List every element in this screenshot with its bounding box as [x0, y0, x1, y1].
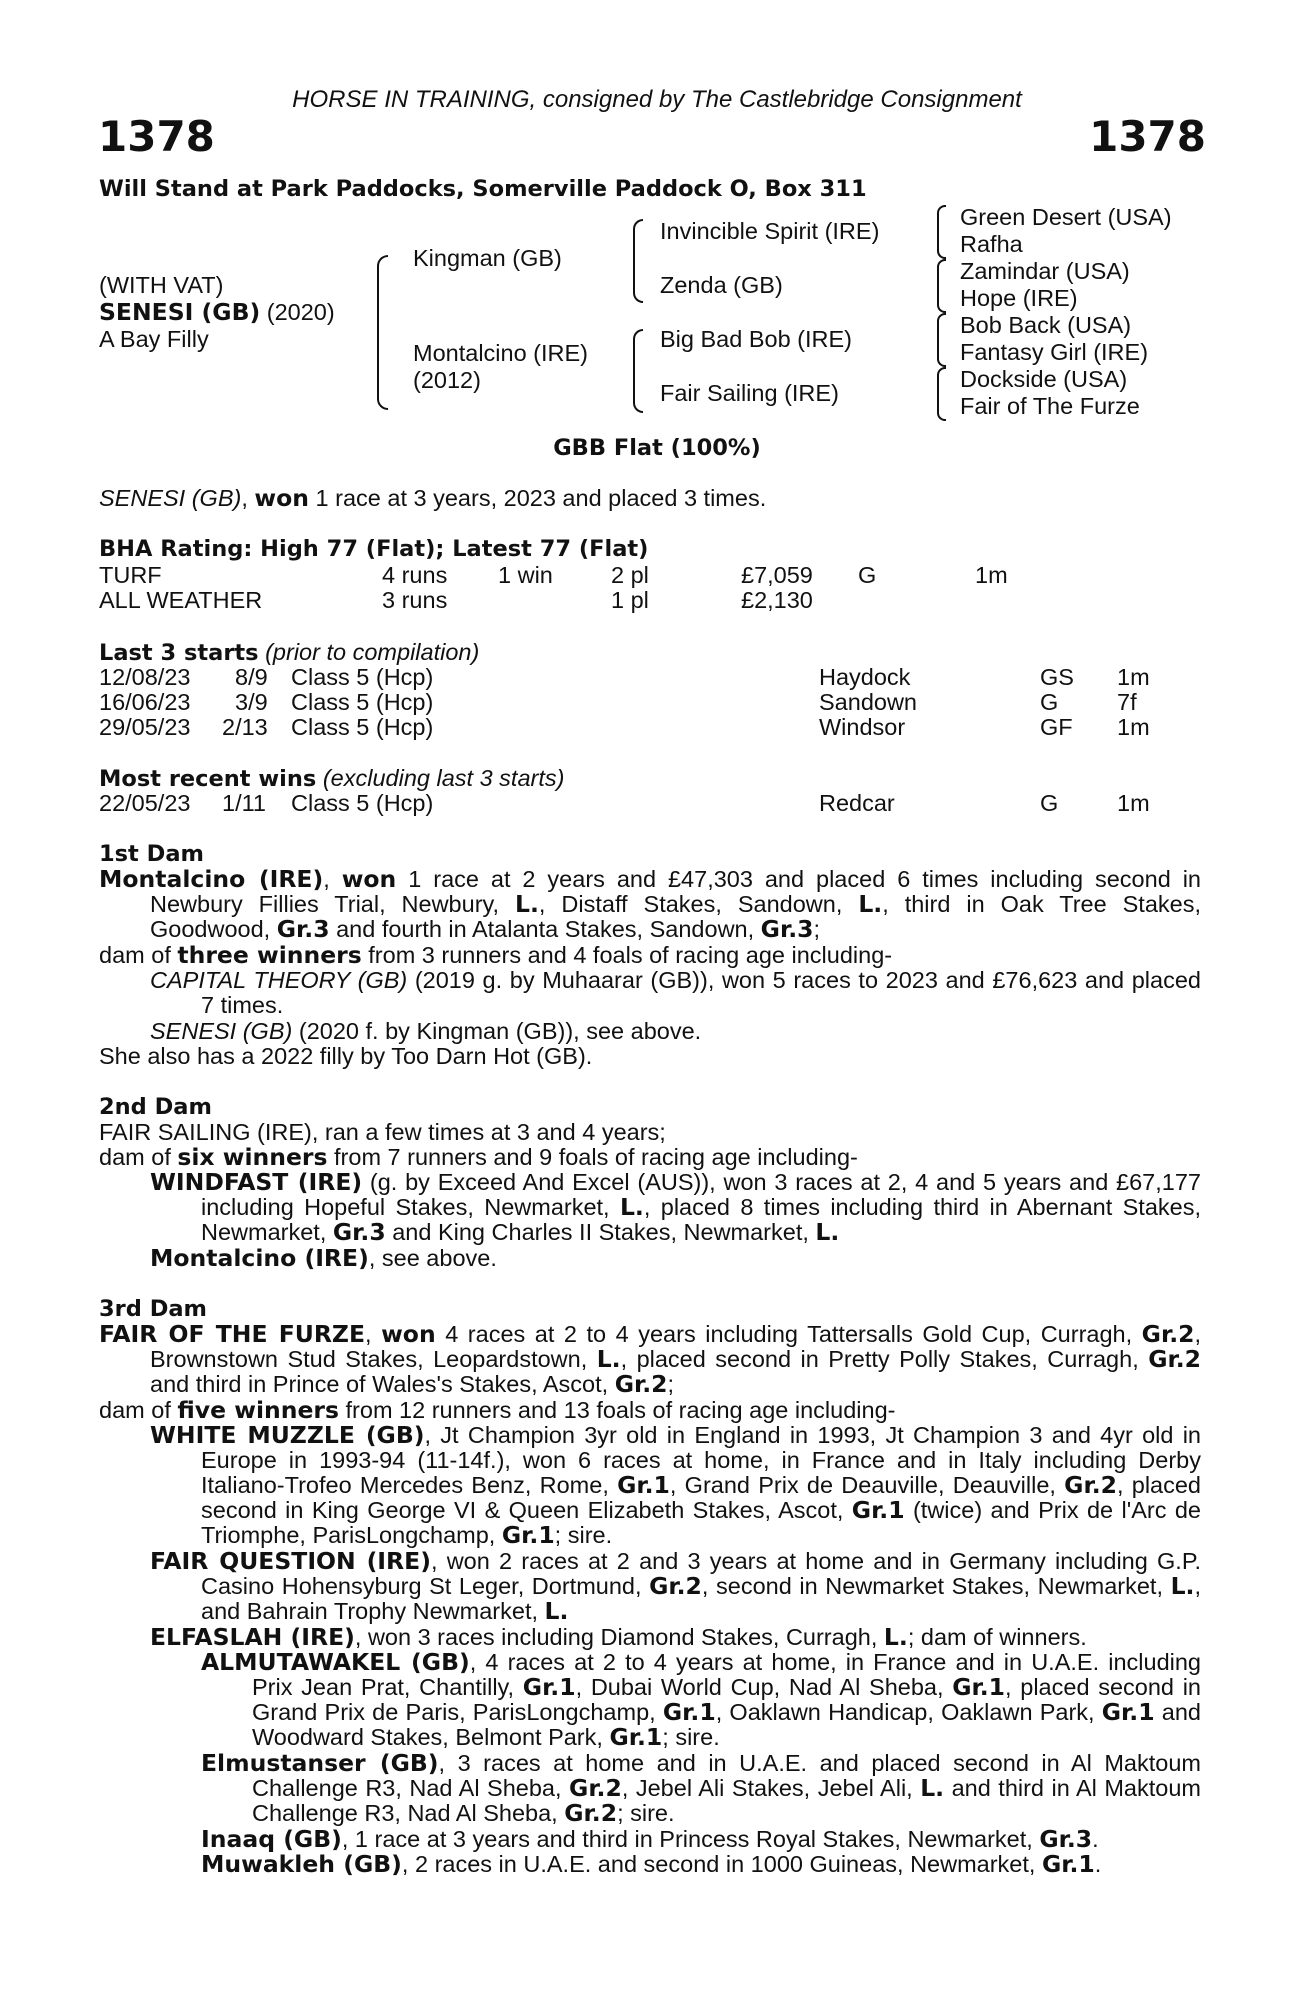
first-dam-also: She also has a 2022 filly by Too Darn Hot (GB).	[99, 1043, 593, 1069]
catalogue-page: HORSE IN TRAINING, consigned by The Castlebridge Consignment 1378 1378 Will Stand at Park Paddocks, Somerville Paddock O, Box 311 (WITH VAT) SENESI (GB) (2020) A Bay Filly Kingman (GB) Montalcino (IRE) (2012) Invincible Spirit (IRE) Zenda (GB) Big Bad Bob (IRE) Fair Sailing (IRE) Green Desert (USA) Rafha Zamindar (USA) Hope (IRE) Bob Back (USA) Fantasy Girl (IRE) Dockside (USA) Fair of The Furze GBB Flat (100%) SENESI (GB), won 1 race at 3 years, 2023 and placed 3 times. BHA Rating: High 77 (Flat); Latest 77 (Flat) TURF 4 runs 1 win 2 pl £7,059 G 1m ALL WEATHER 3 runs 1 pl £2,130 Last 3 starts (prior to compilation) 12/08/23 8/9 Class 5 (Hcp) Haydock GS 1m 16/06/23 3/9 Class 5 (Hcp) Sandown G 7f 29/05/23 2/13 Class 5 (Hcp) Windsor GF 1m Most recent wins (excluding last 3 starts) 22/05/23 1/11 Class 5 (Hcp) Redcar G 1m 1st Dam Montalcino (IRE), won 1 race at 2 years and £47,303 and placed 6 times including second in Newbury Fillies Trial, Newbury, L., Distaff Stakes, Sandown, L., third in Oak Tree Stakes, Goodwood, Gr.3 and fourth in Atalanta Stakes, Sandown, Gr.3; dam of three winners from 3 runners and 4 foals of racing age including- CAPITAL THEORY (GB) (2019 g. by Muhaarar (GB)), won 5 races to 2023 and £76,623 and placed 7 times. SENESI (GB) (2020 f. by Kingman (GB)), see above. She also has a 2022 filly by Too Darn Hot (GB). 2nd Dam FAIR SAILING (IRE), ran a few times at 3 and 4 years; dam of six winners from 7 runners and 9 foals of racing age including- WINDFAST (IRE) (g. by Exceed And Excel (AUS)), won 3 races at 2, 4 and 5 years and £67,177 including Hopeful Stakes, Newmarket, L., placed 8 times including third in Abernant Stakes, Newmarket, Gr.3 and King Charles II Stakes, Newmarket, L. Montalcino (IRE), see above. 3rd Dam FAIR OF THE FURZE, won 4 races at 2 to 4 years including Tattersalls Gold Cup, Curragh, Gr.2, Brownstown Stud Stakes, Leopardstown, L., placed second in Pretty Polly Stakes, Curragh, Gr.2 and third in Prince of Wales's Stakes, Ascot, Gr.2; dam of five winners from 12 runners and 13 foals of racing age including- WHITE MUZZLE (GB), Jt Champion 3yr old in England in 1993, Jt Champion 3 and 4yr old in Europe in 1993-94 (11-14f.), won 6 races at home, in France and in Italy including Derby Italiano-Trofeo Mercedes Benz, Rome, Gr.1, Grand Prix de Deauville, Deauville, Gr.2, placed second in King George VI & Queen Elizabeth Stakes, Ascot, Gr.1 (twice) and Prix de l'Arc de Triomphe, ParisLongchamp, Gr.1; sire. FAIR QUESTION (IRE), won 2 races at 2 and 3 years at home and in Germany including G.P. Casino Hohensyburg St Leger, Dortmund, Gr.2, second in Newmarket Stakes, Newmarket, L., and Bahrain Trophy Newmarket, L. ELFASLAH (IRE), won 3 races including Diamond Stakes, Curragh, L.; dam of winners. ALMUTAWAKEL (GB), 4 races at 2 to 4 years at home, in France and in U.A.E. including Prix Jean Prat, Chantilly, Gr.1, Dubai World Cup, Nad Al Sheba, Gr.1, placed second in Grand Prix de Paris, ParisLongchamp, Gr.1, Oaklawn Handicap, Oaklawn Park, Gr.1 and Woodward Stakes, Belmont Park, Gr.1; sire. Elmustanser (GB), 3 races at home and in U.A.E. and placed second in Al Maktoum Challenge R3, Nad Al Sheba, Gr.2, Jebel Ali Stakes, Jebel Ali, L. and third in Al Maktoum Challenge R3, Nad Al Sheba, Gr.2; sire. Inaaq (GB), 1 race at 3 years and third in Princess Royal Stakes, Newmarket, Gr.3. Muwakleh (GB), 2 races in U.A.E. and second in 1000 Guineas, Newmarket, Gr.1.	[0, 0, 1314, 2000]
pedigree-g3-2: Rafha	[960, 231, 1023, 257]
pedigree-brace-g3-1	[937, 205, 946, 259]
pedigree-g3-3: Zamindar (USA)	[960, 258, 1130, 284]
produce-senesi: SENESI (GB) (2020 f. by Kingman (GB)), see above.	[150, 1018, 702, 1044]
pedigree-dam-year: (2012)	[413, 367, 481, 393]
pedigree-dam: Montalcino (IRE)	[413, 340, 588, 366]
produce-windfast: WINDFAST (IRE) (g. by Exceed And Excel (AUS)), won 3 races at 2, 4 and 5 years and £67,177 including Hopeful Stakes, Newmarket, L., placed 8 times including third in Abernant Stakes, Newmarket, Gr.3 and King Charles II Stakes, Newmarket, L.	[150, 1168, 1201, 1246]
third-dam-heading: 3rd Dam	[99, 1296, 207, 1322]
pedigree-g2-1: Invincible Spirit (IRE)	[660, 218, 880, 244]
produce-elmustanser: Elmustanser (GB), 3 races at home and in U.A.E. and placed second in Al Maktoum Challenge R3, Nad Al Sheba, Gr.2, Jebel Ali Stakes, Jebel Ali, L. and third in Al Maktoum Challenge R3, Nad Al Sheba, Gr.2; sire.	[201, 1749, 1201, 1827]
pedigree-g3-6: Fantasy Girl (IRE)	[960, 339, 1149, 365]
pedigree-brace-gen1	[377, 255, 388, 410]
first-dam-produce: dam of three winners from 3 runners and 4 foals of racing age including-	[99, 941, 893, 969]
page-header-title: HORSE IN TRAINING, consigned by The Castlebridge Consignment	[292, 86, 1022, 113]
horse-name-line	[99, 300, 335, 325]
bha-rating: BHA Rating: High 77 (Flat); Latest 77 (Flat)	[99, 536, 649, 562]
produce-capital-theory: CAPITAL THEORY (GB) (2019 g. by Muhaarar (GB)), won 5 races to 2023 and £76,623 and placed 7 times.	[150, 967, 1201, 1018]
horse-description: A Bay Filly	[99, 326, 209, 352]
lot-number-left: 1378	[98, 112, 215, 161]
produce-elfaslah: ELFASLAH (IRE), won 3 races including Diamond Stakes, Curragh, L.; dam of winners.	[150, 1623, 1087, 1651]
second-dam-produce: dam of six winners from 7 runners and 9 foals of racing age including-	[99, 1143, 858, 1171]
second-dam-heading: 2nd Dam	[99, 1094, 212, 1120]
pedigree-g3-5: Bob Back (USA)	[960, 312, 1132, 338]
pedigree-brace-sire	[633, 219, 643, 303]
pedigree-g2-3: Big Bad Bob (IRE)	[660, 326, 853, 352]
second-dam-record: FAIR SAILING (IRE), ran a few times at 3 and 4 years;	[99, 1119, 666, 1145]
horse-year: (2020)	[266, 299, 335, 325]
produce-white-muzzle: WHITE MUZZLE (GB), Jt Champion 3yr old in England in 1993, Jt Champion 3 and 4yr old in Europe in 1993-94 (11-14f.), won 6 races at home, in France and in Italy including Derby Italiano-Trofeo Mercedes Benz, Rome, Gr.1, Grand Prix de Deauville, Deauville, Gr.2, placed second in King George VI & Queen Elizabeth Stakes, Ascot, Gr.1 (twice) and Prix de l'Arc de Triomphe, ParisLongchamp, Gr.1; sire.	[150, 1421, 1201, 1549]
gbb-flat: GBB Flat (100%)	[553, 435, 761, 461]
horse-name: SENESI (GB)	[99, 298, 261, 326]
produce-fair-question: FAIR QUESTION (IRE), won 2 races at 2 and 3 years at home and in Germany including G.P. Casino Hohensyburg St Leger, Dortmund, Gr.2, second in Newmarket Stakes, Newmarket, L., and Bahrain Trophy Newmarket, L.	[150, 1547, 1201, 1625]
pedigree-brace-g3-3	[937, 313, 946, 367]
stand-location: Will Stand at Park Paddocks, Somerville Paddock O, Box 311	[99, 176, 867, 202]
third-dam-record: FAIR OF THE FURZE, won 4 races at 2 to 4 years including Tattersalls Gold Cup, Curragh, Gr.2, Brownstown Stud Stakes, Leopardstown, L., placed second in Pretty Polly Stakes, Curragh, Gr.2 and third in Prince of Wales's Stakes, Ascot, Gr.2;	[99, 1320, 1202, 1398]
first-dam-record: Montalcino (IRE), won 1 race at 2 years and £47,303 and placed 6 times including second in Newbury Fillies Trial, Newbury, L., Distaff Stakes, Sandown, L., third in Oak Tree Stakes, Goodwood, Gr.3 and fourth in Atalanta Stakes, Sandown, Gr.3;	[99, 865, 1201, 943]
third-dam-produce: dam of five winners from 12 runners and 13 foals of racing age including-	[99, 1396, 896, 1424]
pedigree-sire: Kingman (GB)	[413, 245, 562, 271]
first-dam-heading: 1st Dam	[99, 841, 204, 867]
pedigree-brace-g3-4	[937, 367, 946, 421]
produce-inaaq: Inaaq (GB), 1 race at 3 years and third in Princess Royal Stakes, Newmarket, Gr.3.	[201, 1825, 1099, 1853]
race-summary: SENESI (GB), won 1 race at 3 years, 2023 and placed 3 times.	[99, 484, 767, 512]
produce-muwakleh: Muwakleh (GB), 2 races in U.A.E. and second in 1000 Guineas, Newmarket, Gr.1.	[201, 1850, 1102, 1878]
pedigree-brace-g3-2	[937, 259, 946, 313]
recent-wins-heading: Most recent wins (excluding last 3 starts)	[99, 765, 565, 792]
pedigree-brace-dam	[633, 329, 643, 413]
produce-montalcino: Montalcino (IRE), see above.	[150, 1244, 497, 1272]
pedigree-g3-1: Green Desert (USA)	[960, 204, 1172, 230]
pedigree-g3-7: Dockside (USA)	[960, 366, 1128, 392]
pedigree-g2-2: Zenda (GB)	[660, 272, 783, 298]
lot-number-right: 1378	[1089, 112, 1206, 161]
vat-note: (WITH VAT)	[99, 272, 224, 298]
pedigree-g3-8: Fair of The Furze	[960, 393, 1140, 419]
last-3-starts-heading: Last 3 starts (prior to compilation)	[99, 639, 480, 666]
pedigree-g2-4: Fair Sailing (IRE)	[660, 380, 839, 406]
produce-almutawakel: ALMUTAWAKEL (GB), 4 races at 2 to 4 years at home, in France and in U.A.E. including Prix Jean Prat, Chantilly, Gr.1, Dubai World Cup, Nad Al Sheba, Gr.1, placed second in Grand Prix de Paris, ParisLongchamp, Gr.1, Oaklawn Handicap, Oaklawn Park, Gr.1 and Woodward Stakes, Belmont Park, Gr.1; sire.	[201, 1648, 1201, 1751]
pedigree-g3-4: Hope (IRE)	[960, 285, 1078, 311]
